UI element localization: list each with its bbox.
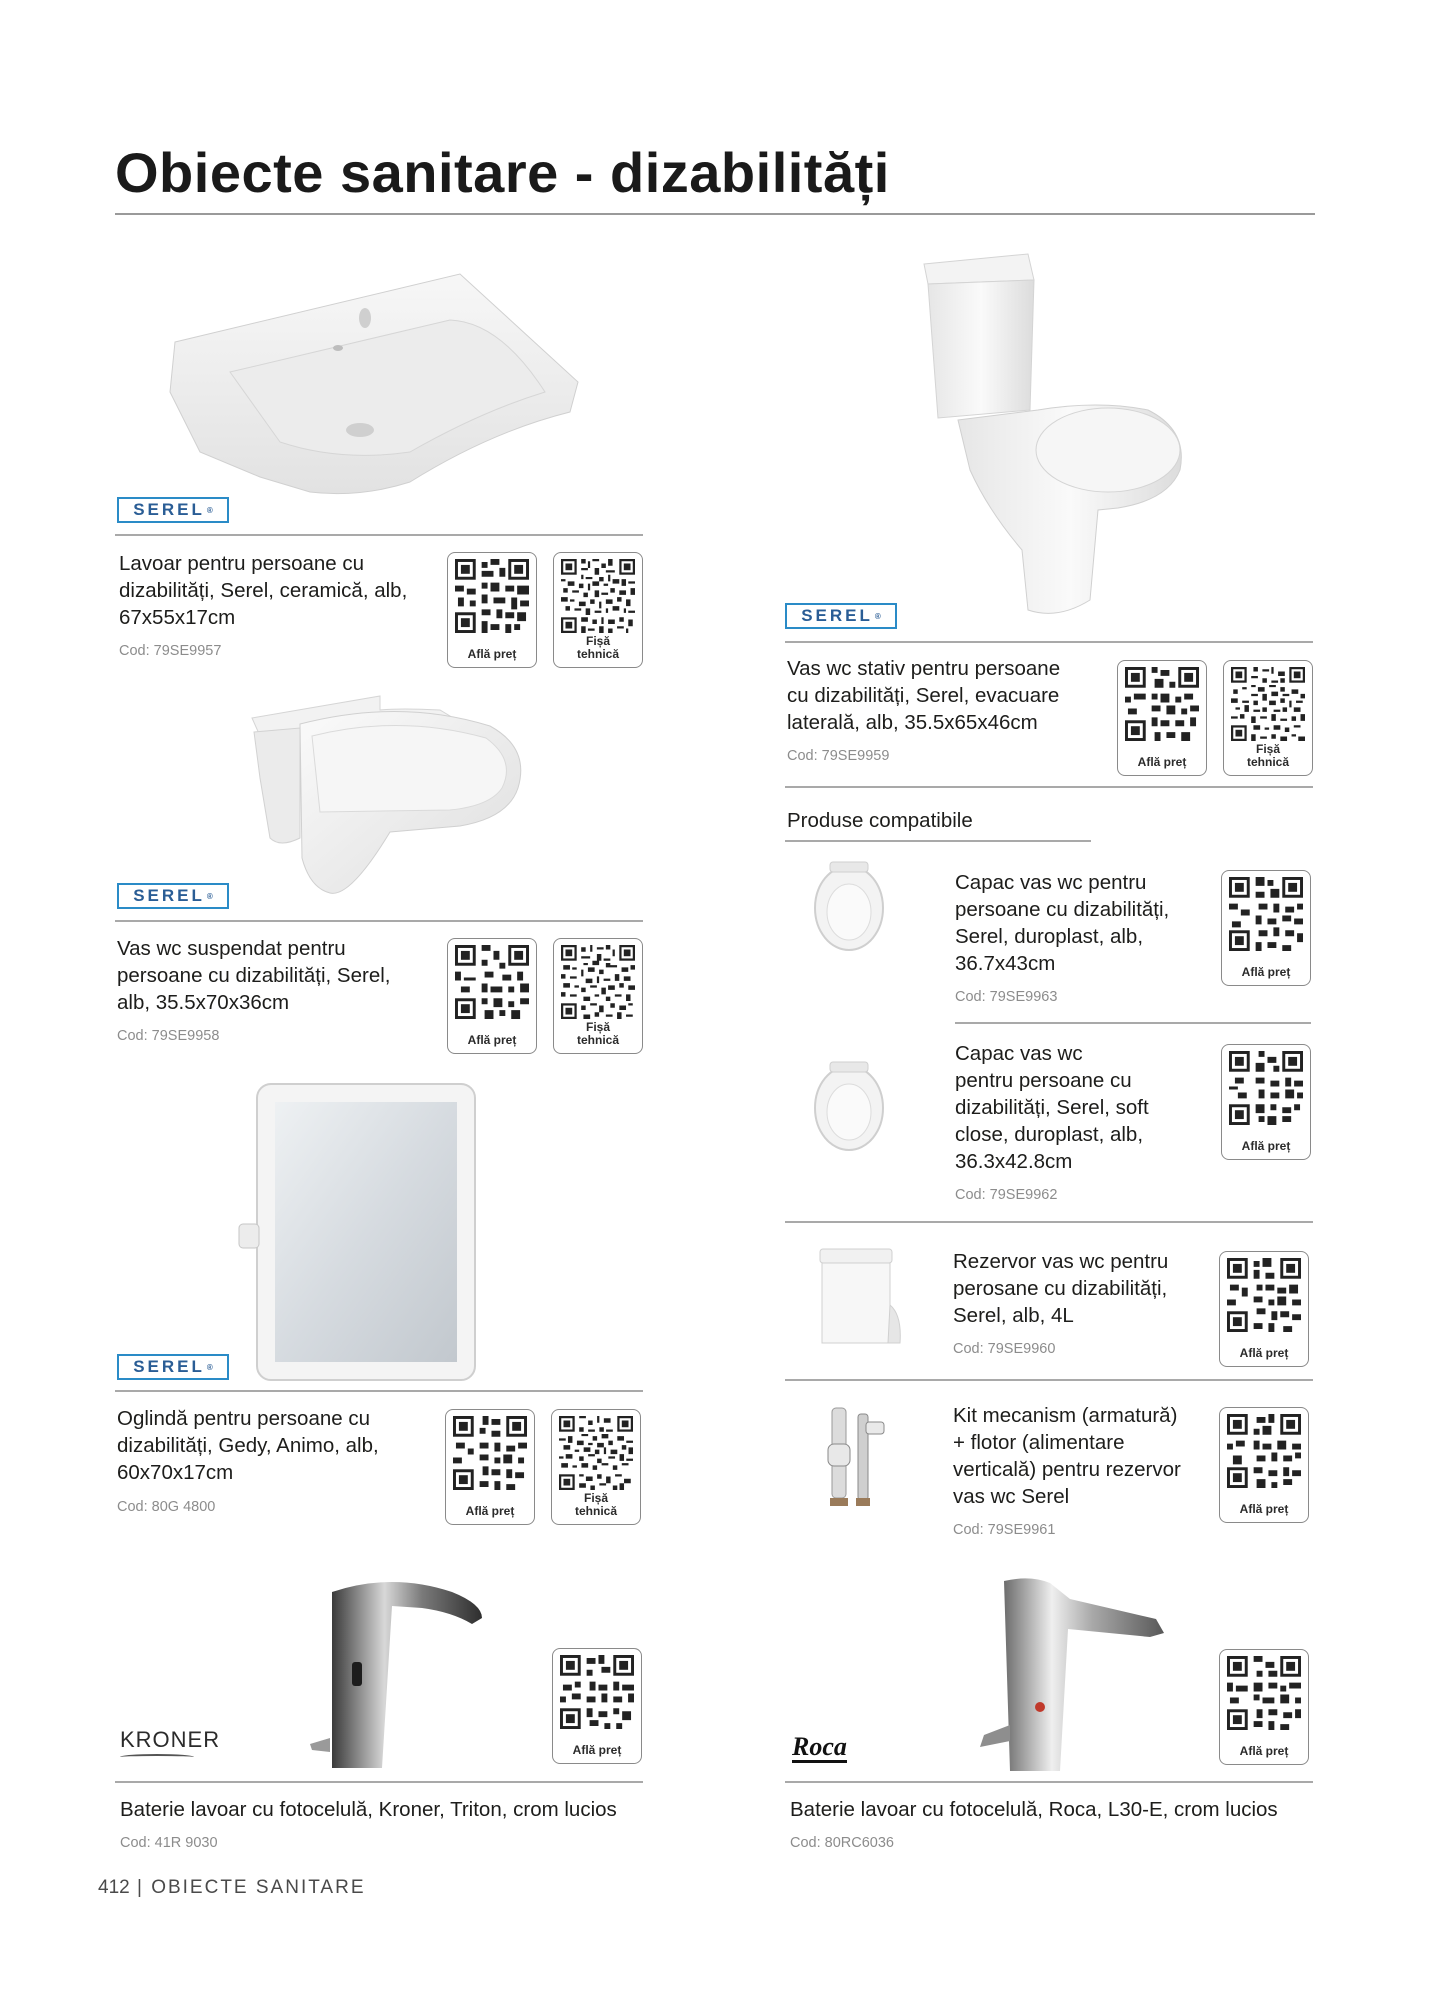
- description-line: vas wc Serel: [953, 1485, 1070, 1508]
- qr-code-icon: [1229, 877, 1303, 951]
- product-description: [119, 550, 407, 631]
- flush-mechanism-image: [822, 1404, 892, 1510]
- datasheet-qr-code[interactable]: [553, 938, 643, 1054]
- toilet-seat-image: [808, 856, 890, 954]
- qr-label: [1224, 743, 1312, 769]
- soft-close-toilet-seat-image: [808, 1056, 890, 1154]
- qr-label-line: tehnică: [574, 1504, 617, 1518]
- page-number: 412: [98, 1877, 130, 1898]
- page-title: Obiecte sanitare - dizabilități: [115, 141, 890, 204]
- divider: [115, 1781, 643, 1783]
- product-code: Cod: 80RC6036: [790, 1835, 894, 1851]
- qr-label: Află preț: [1239, 1502, 1289, 1516]
- brand-logo-serel: SEREL ®: [117, 497, 229, 523]
- qr-label: Află preț: [1239, 1346, 1289, 1360]
- qr-code-icon: [1125, 667, 1199, 741]
- compatible-item-description: [955, 1040, 1149, 1175]
- kroner-faucet-image: [302, 1572, 488, 1770]
- description-line: persoane cu dizabilități,: [955, 898, 1170, 921]
- price-qr-code[interactable]: [552, 1648, 642, 1764]
- qr-code-icon: [561, 559, 635, 633]
- brand-logo-serel: SEREL ®: [785, 603, 897, 629]
- qr-label: Află preț: [467, 647, 517, 661]
- description-line: Rezervor vas wc pentru: [953, 1250, 1169, 1273]
- qr-code-icon: [455, 945, 529, 1019]
- qr-code-icon: [1227, 1414, 1301, 1488]
- qr-code-icon: [1227, 1258, 1301, 1332]
- description-line: 36.3x42.8cm: [955, 1150, 1073, 1173]
- description-line: 67x55x17cm: [119, 606, 236, 629]
- product-description: Baterie lavoar cu fotocelulă, Roca, L30-E, crom lucios: [790, 1798, 1278, 1821]
- product-code: Cod: 79SE9959: [787, 748, 890, 764]
- divider: [785, 641, 1313, 643]
- qr-label-line: tehnică: [576, 647, 619, 661]
- brand-name: SEREL: [133, 500, 205, 519]
- qr-code-icon: [560, 1655, 634, 1729]
- datasheet-qr-code[interactable]: [1223, 660, 1313, 776]
- description-line: cu dizabilități, Serel, evacuare: [787, 684, 1060, 707]
- product-description: [117, 1405, 379, 1486]
- price-qr-code[interactable]: [1219, 1649, 1309, 1765]
- compatible-products-heading: Produse compatibile: [787, 809, 973, 832]
- description-line: Oglindă pentru persoane cu: [117, 1407, 371, 1430]
- section-name: OBIECTE SANITARE: [151, 1877, 366, 1898]
- description-line: dizabilități, Serel, soft: [955, 1096, 1149, 1119]
- compatible-item-description: [955, 869, 1169, 977]
- description-line: dizabilități, Gedy, Animo, alb,: [117, 1434, 379, 1457]
- description-line: Serel, alb, 4L: [953, 1304, 1074, 1327]
- description-line: persoane cu dizabilități, Serel,: [117, 964, 391, 987]
- description-line: 60x70x17cm: [117, 1461, 234, 1484]
- divider: [785, 1379, 1313, 1381]
- title-divider: [115, 213, 1315, 215]
- cistern-image: [812, 1245, 902, 1347]
- qr-label: Află preț: [1239, 1744, 1289, 1758]
- qr-label-line: Fișă: [1255, 742, 1280, 756]
- roca-faucet-image: [960, 1575, 1170, 1771]
- price-qr-code[interactable]: [1117, 660, 1207, 776]
- divider: [115, 1390, 643, 1392]
- price-qr-code[interactable]: [447, 552, 537, 668]
- brand-logo-kroner: [120, 1727, 220, 1760]
- qr-label: Află preț: [1241, 965, 1291, 979]
- description-line: dizabilități, Serel, ceramică, alb,: [119, 579, 408, 602]
- brand-logo-serel: SEREL ®: [117, 883, 229, 909]
- description-line: Serel, duroplast, alb,: [955, 925, 1144, 948]
- qr-label: Află preț: [1241, 1139, 1291, 1153]
- divider: [955, 1022, 1311, 1024]
- brand-logo-serel: SEREL ®: [117, 1354, 229, 1380]
- description-line: + flotor (alimentare: [953, 1431, 1125, 1454]
- wall-hung-toilet-image: [240, 688, 525, 900]
- qr-label: [552, 1492, 640, 1518]
- qr-code-icon: [1231, 667, 1305, 741]
- datasheet-qr-code[interactable]: [553, 552, 643, 668]
- datasheet-qr-code[interactable]: [551, 1409, 641, 1525]
- product-code: Cod: 41R 9030: [120, 1835, 218, 1851]
- description-line: 36.7x43cm: [955, 952, 1056, 975]
- description-line: laterală, alb, 35.5x65x46cm: [787, 711, 1038, 734]
- product-code: Cod: 79SE9958: [117, 1028, 220, 1044]
- description-line: Lavoar pentru persoane cu: [119, 552, 365, 575]
- floor-standing-toilet-image: [918, 250, 1186, 620]
- washbasin-image: [160, 262, 580, 498]
- price-qr-code[interactable]: [1221, 870, 1311, 986]
- qr-label-line: Fișă: [585, 1020, 610, 1034]
- wave-icon: [120, 1754, 194, 1760]
- brand-name: SEREL: [133, 1357, 205, 1376]
- description-line: Vas wc stativ pentru persoane: [787, 657, 1061, 680]
- brand-name: KRONER: [120, 1727, 221, 1752]
- divider: [115, 920, 643, 922]
- brand-name: SEREL: [801, 606, 873, 625]
- qr-label-line: Fișă: [585, 634, 610, 648]
- product-description: Baterie lavoar cu fotocelulă, Kroner, Triton, crom lucios: [120, 1798, 617, 1821]
- divider: [785, 840, 1091, 842]
- brand-logo-roca: Roca: [792, 1733, 847, 1763]
- qr-code-icon: [1227, 1656, 1301, 1730]
- divider: [115, 534, 643, 536]
- qr-label: Află preț: [572, 1743, 622, 1757]
- qr-label: [554, 1021, 642, 1047]
- description-line: alb, 35.5x70x36cm: [117, 991, 290, 1014]
- qr-label: Află preț: [465, 1504, 515, 1518]
- compatible-item-description: [953, 1248, 1168, 1329]
- qr-label: Află preț: [1137, 755, 1187, 769]
- description-line: Kit mecanism (armatură): [953, 1404, 1178, 1427]
- product-code: Cod: 79SE9962: [955, 1187, 1058, 1203]
- description-line: perosane cu dizabilități,: [953, 1277, 1168, 1300]
- qr-label-line: tehnică: [1246, 755, 1289, 769]
- description-line: Capac vas wc: [955, 1042, 1083, 1065]
- qr-label-line: tehnică: [576, 1033, 619, 1047]
- divider: [785, 786, 1313, 788]
- price-qr-code[interactable]: [445, 1409, 535, 1525]
- brand-name: SEREL: [133, 886, 205, 905]
- description-line: verticală) pentru rezervor: [953, 1458, 1181, 1481]
- product-code: Cod: 79SE9961: [953, 1522, 1056, 1538]
- qr-label: [554, 635, 642, 661]
- qr-code-icon: [455, 559, 529, 633]
- description-line: close, duroplast, alb,: [955, 1123, 1144, 1146]
- price-qr-code[interactable]: [1219, 1407, 1309, 1523]
- qr-code-icon: [453, 1416, 527, 1490]
- qr-code-icon: [559, 1416, 633, 1490]
- tilting-mirror-image: [235, 1082, 483, 1384]
- price-qr-code[interactable]: [447, 938, 537, 1054]
- divider: [785, 1221, 1313, 1223]
- description-line: Capac vas wc pentru: [955, 871, 1147, 894]
- divider: [785, 1781, 1313, 1783]
- product-description: [117, 935, 391, 1016]
- price-qr-code[interactable]: [1221, 1044, 1311, 1160]
- product-code: Cod: 80G 4800: [117, 1499, 216, 1515]
- compatible-item-description: [953, 1402, 1181, 1510]
- product-description: [787, 655, 1060, 736]
- qr-label-line: Fișă: [583, 1491, 608, 1505]
- description-line: pentru persoane cu: [955, 1069, 1132, 1092]
- qr-code-icon: [1229, 1051, 1303, 1125]
- qr-code-icon: [561, 945, 635, 1019]
- page-footer: 412 | OBIECTE SANITARE: [98, 1877, 366, 1898]
- product-code: Cod: 79SE9960: [953, 1341, 1056, 1357]
- qr-label: Află preț: [467, 1033, 517, 1047]
- product-code: Cod: 79SE9963: [955, 989, 1058, 1005]
- price-qr-code[interactable]: [1219, 1251, 1309, 1367]
- description-line: Vas wc suspendat pentru: [117, 937, 346, 960]
- product-code: Cod: 79SE9957: [119, 643, 222, 659]
